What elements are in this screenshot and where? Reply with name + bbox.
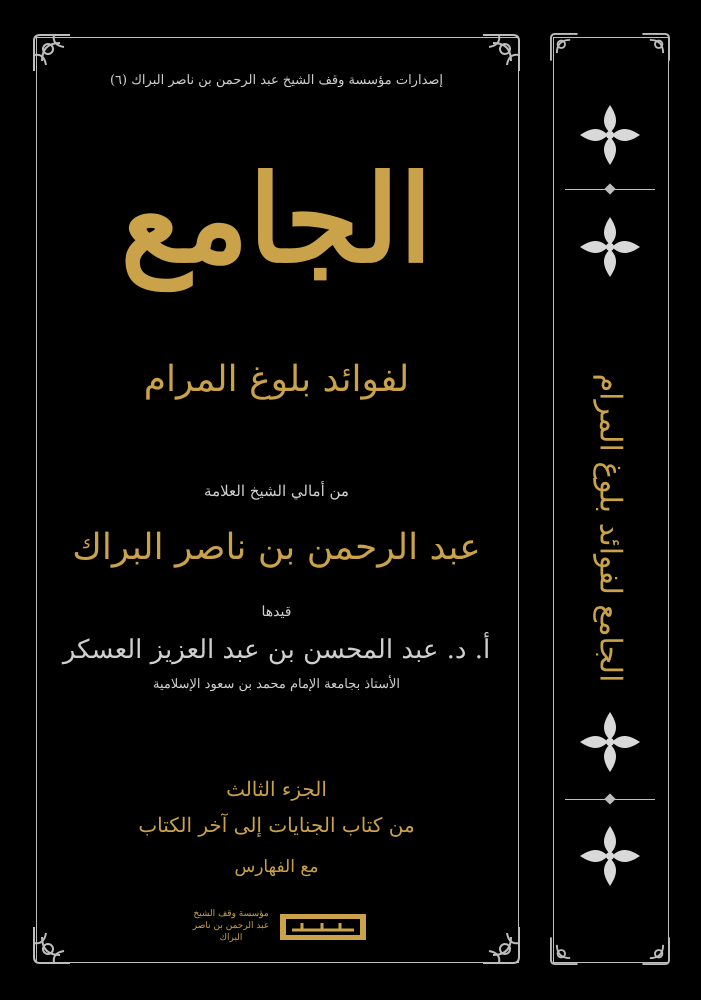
corner-ornament-icon	[638, 933, 672, 967]
corner-ornament-icon	[30, 921, 76, 967]
corner-ornament-icon	[477, 31, 523, 77]
publisher-logo-icon	[278, 910, 368, 944]
fleur-de-lis-ornament-icon	[574, 99, 646, 171]
volume-extra: مع الفهارس	[234, 857, 319, 877]
corner-ornament-icon	[638, 31, 672, 65]
corner-ornament-icon	[548, 31, 582, 65]
spine-title-block	[588, 318, 632, 738]
editor-name: أ. د. عبد المحسن بن عبد العزيز العسكر	[62, 635, 491, 665]
spine-title: الجامع لفوائد بلوغ المرام	[592, 373, 628, 683]
spine-divider	[565, 189, 655, 190]
scholar-name: عبد الرحمن بن ناصر البراك	[72, 527, 481, 568]
edited-by-label: قيدها	[261, 604, 292, 620]
book-main-title: الجامع	[120, 149, 433, 290]
spine-divider	[565, 799, 655, 800]
corner-ornament-icon	[30, 31, 76, 77]
publisher-series-line: إصدارات مؤسسة وقف الشيخ عبد الرحمن بن ناصر البراك (٦)	[109, 73, 444, 88]
volume-range: من كتاب الجنايات إلى آخر الكتاب	[138, 813, 415, 837]
fleur-de-lis-ornament-icon	[574, 211, 646, 283]
editor-affiliation: الأستاذ بجامعة الإمام محمد بن سعود الإسلامية	[153, 677, 400, 692]
fleur-de-lis-ornament-icon	[574, 820, 646, 892]
corner-ornament-icon	[548, 933, 582, 967]
dictation-intro: من أمالي الشيخ العلامة	[204, 482, 349, 500]
book-subtitle: لفوائد بلوغ المرام	[143, 359, 410, 400]
publisher-logo-text: مؤسسة وقف الشيخ عبد الرحمن بن ناصر البراك	[192, 909, 270, 943]
volume-title: الجزء الثالث	[226, 777, 327, 801]
fleur-de-lis-ornament-icon	[574, 706, 646, 778]
corner-ornament-icon	[477, 921, 523, 967]
